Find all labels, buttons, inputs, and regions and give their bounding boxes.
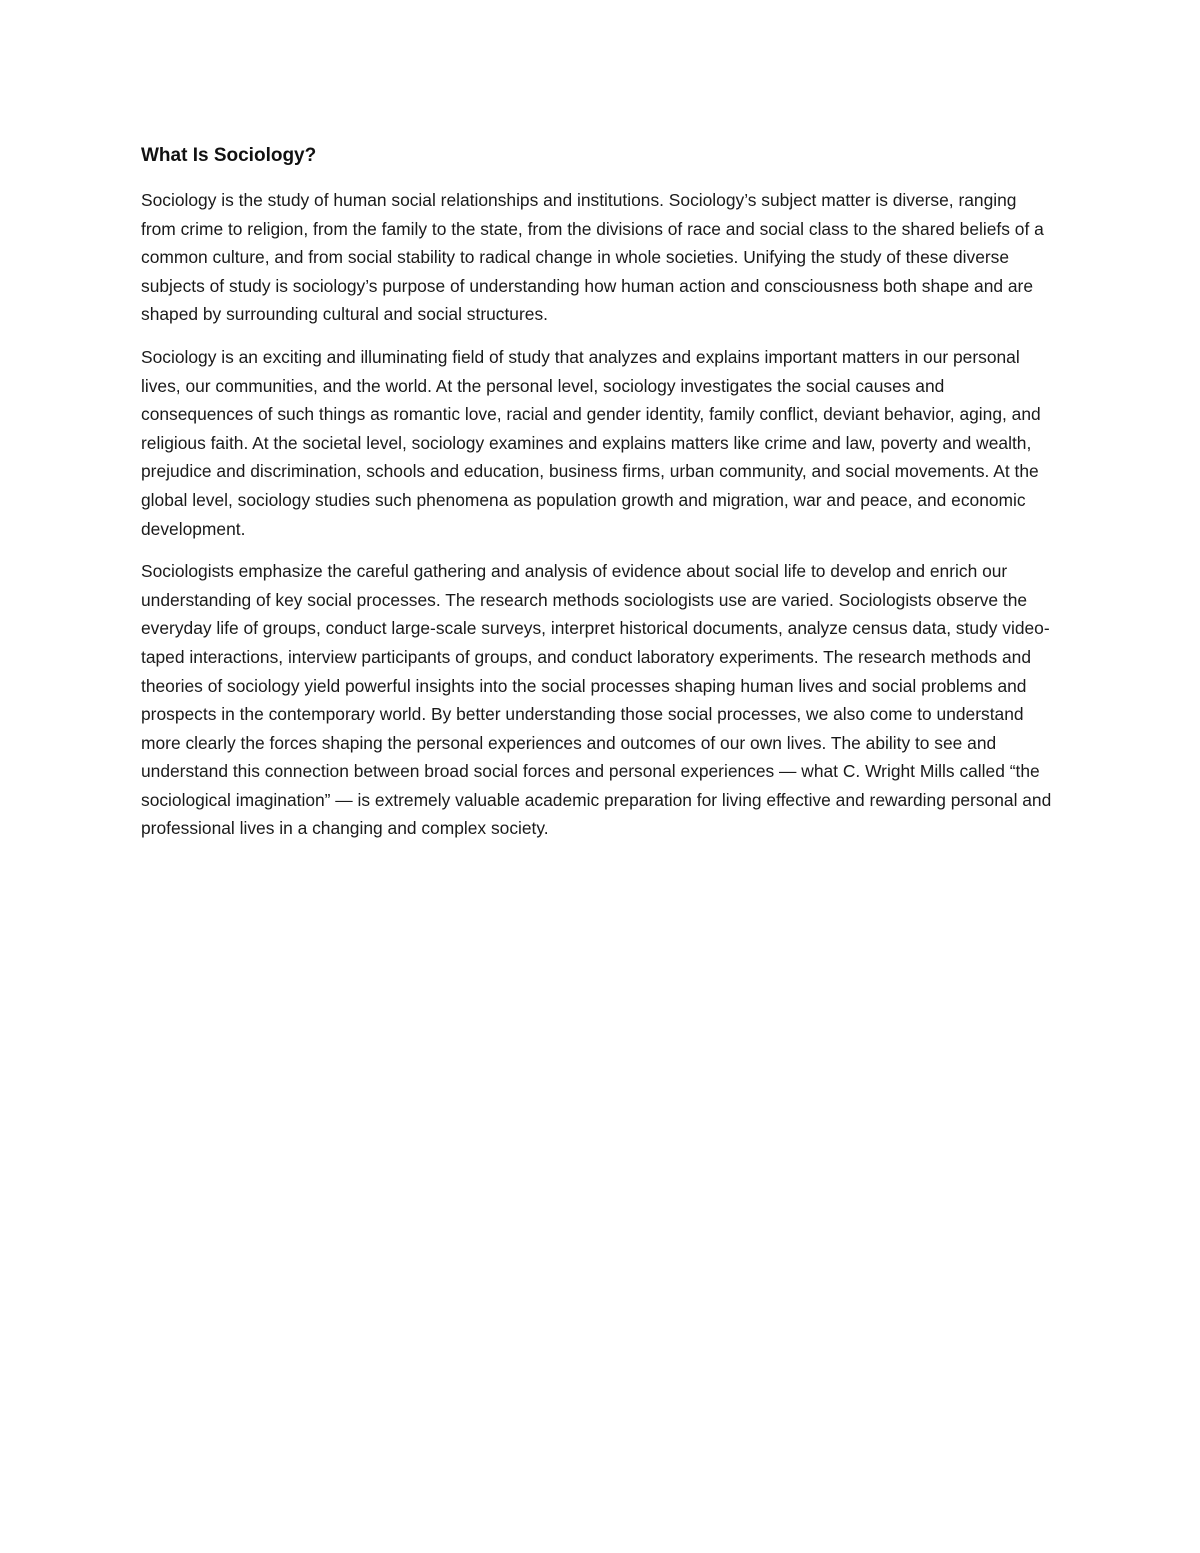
paragraph-research-methods: Sociologists emphasize the careful gathering and analysis of evidence about social life to develop and enrich our understanding of key social processes. The research methods sociologists use are varied. Sociologists observe the everyday life of groups, conduct large-scale surveys, interpret historical documents, analyze census data, study video-taped interactions, interview participants of groups, and conduct laboratory experiments. The research methods and theories of sociology yield powerful insights into the social processes shaping human lives and social problems and prospects in the contemporary world. By better understanding those social processes, we also come to understand more clearly the forces shaping the personal experiences and outcomes of our own lives. The ability to see and understand this connection between broad social forces and personal experiences — what C. Wright Mills called “the sociological imagination” — is extremely valuable academic preparation for living effective and rewarding personal and professional lives in a changing and complex society. bbox=[141, 561, 1052, 839]
paragraph-field-of-study: Sociology is an exciting and illuminating field of study that analyzes and explains important matters in our personal lives, our communities, and the world. At the personal level, sociology investigates the social causes and consequences of such things as romantic love, racial and gender identity, family conflict, deviant behavior, aging, and religious faith. At the societal level, sociology examines and explains matters like crime and law, poverty and wealth, prejudice and discrimination, schools and education, business firms, urban community, and social movements. At the global level, sociology studies such phenomena as population growth and migration, war and peace, and economic development. bbox=[141, 346, 1041, 539]
paragraph-definition: Sociology is the study of human social relationships and institutions. Sociology’s subject matter is diverse, ranging from crime to religion, from the family to the state, from the divisions of race and social class to the shared beliefs of a common culture, and from social stability to radical change in whole societies. Unifying the study of these diverse subjects of study is sociology’s purpose of understanding how human action and consciousness both shape and are shaped by surrounding cultural and social structures. bbox=[141, 190, 1044, 325]
document-body bbox=[141, 142, 1056, 857]
document-title: What Is Sociology? bbox=[141, 145, 317, 166]
